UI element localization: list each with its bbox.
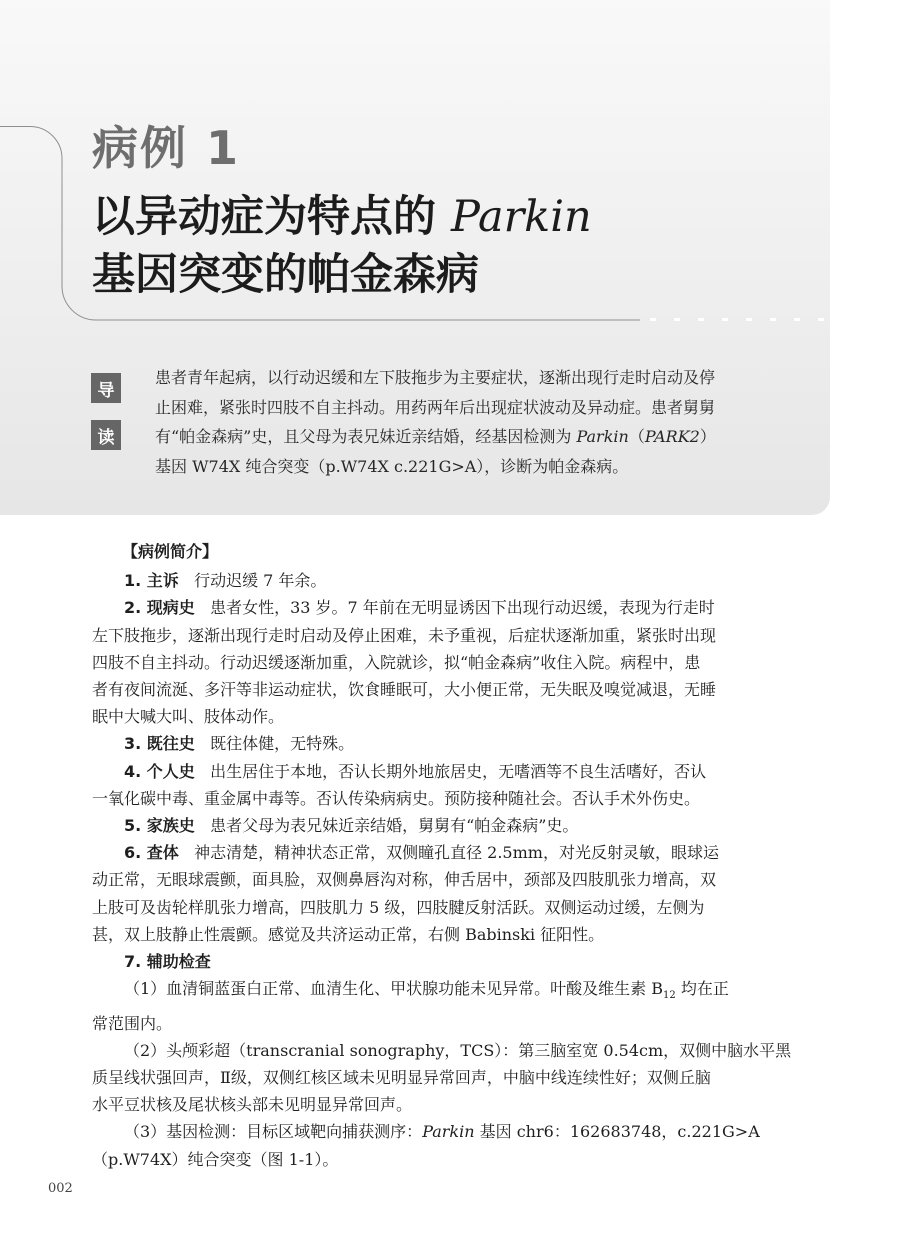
exam-item-3: （3）基因检测：目标区域靶向捕获测序：Parkin 基因 chr6：162683748，c.221G>A (124, 1122, 760, 1142)
guide-line: 有“帕金森病”史，且父母为表兄妹近亲结婚，经基因检测为 Parkin（PARK2） (155, 427, 716, 446)
paragraph-line: 一氧化碳中毒、重金属中毒等。否认传染病病史。预防接种随社会。否认手术外伤史。 (92, 788, 701, 808)
guide-tag-1: 导 (91, 373, 121, 403)
case-number: 病例 1 (92, 121, 241, 175)
case-body (92, 538, 792, 1173)
gene-name: PARK2 (644, 427, 700, 446)
paragraph-line: 上肢可及齿轮样肌张力增高，四肢肌力 5 级，四肢腱反射活跃。双侧运动过缓，左侧为 (92, 897, 705, 917)
auxiliary-exam: 7. 辅助检查 (124, 952, 211, 972)
page-title (92, 188, 592, 304)
guide-line: 基因 W74X 纯合突变（p.W74X c.221G>A），诊断为帕金森病。 (155, 456, 629, 476)
section-title: 【病例简介】 (122, 542, 219, 561)
paragraph-line: 质呈线状强回声，Ⅱ级，双侧红核区域未见明显异常回声，中脑中线连续性好；双侧丘脑 (92, 1068, 711, 1088)
paragraph-line: 甚，双上肢静止性震颤。感觉及共济运动正常，右侧 Babinski 征阳性。 (92, 924, 605, 944)
guide-tag-2: 读 (91, 420, 121, 450)
family-history: 5. 家族史 患者父母为表兄妹近亲结婚，舅舅有“帕金森病”史。 (124, 816, 579, 836)
title-line-1 (92, 188, 592, 246)
gene-name: Parkin (422, 1122, 475, 1142)
paragraph-line: 水平豆状核及尾状核头部未见明显异常回声。 (92, 1095, 413, 1115)
title-gene-name: Parkin (450, 192, 592, 242)
page-number: 002 (48, 1181, 73, 1196)
paragraph-line: 四肢不自主抖动。行动迟缓逐渐加重，入院就诊，拟“帕金森病”收住入院。病程中，患 (92, 652, 701, 672)
paragraph-line: （p.W74X）纯合突变（图 1-1）。 (92, 1149, 339, 1169)
personal-history: 4. 个人史 出生居住于本地，否认长期外地旅居史，无嗜酒等不良生活嗜好，否认 (124, 761, 707, 781)
title-prefix: 以异动症为特点的 (92, 192, 436, 242)
exam-item-2: （2）头颅彩超（transcranial sonography，TCS）：第三脑室宽 0.54cm，双侧中脑水平黑 (124, 1040, 792, 1060)
paragraph-line: 常范围内。 (92, 1013, 173, 1033)
physical-exam: 6. 查体 神志清楚，精神状态正常，双侧瞳孔直径 2.5mm，对光反射灵敏，眼球运 (124, 843, 719, 863)
chief-complaint: 1. 主诉 行动迟缓 7 年余。 (124, 571, 327, 591)
gene-name: Parkin (576, 427, 629, 446)
guide-line: 患者青年起病，以行动迟缓和左下肢拖步为主要症状，逐渐出现行走时启动及停 (155, 368, 716, 387)
guide-line: 止困难，紧张时四肢不自主抖动。用药两年后出现症状波动及异动症。患者舅舅 (155, 397, 716, 417)
title-line-2: 基因突变的帕金森病 (92, 250, 479, 300)
paragraph-line: 眠中大喊大叫、肢体动作。 (92, 707, 285, 727)
paragraph-line: 动正常，无眼球震颤，面具脸，双侧鼻唇沟对称，伸舌居中，颈部及四肢肌张力增高，双 (92, 870, 717, 890)
guide-summary (155, 363, 795, 481)
past-history: 3. 既往史 既往体健，无特殊。 (124, 734, 355, 754)
paragraph-line: 者有夜间流涎、多汗等非运动症状，饮食睡眠可，大小便正常，无失眠及嗅觉减退，无睡 (92, 680, 717, 700)
exam-item-1: （1）血清铜蓝蛋白正常、血清生化、甲状腺功能未见异常。叶酸及维生素 $B_{12}$ 均在正 (124, 979, 729, 1002)
present-illness: 2. 现病史 患者女性，33 岁。7 年前在无明显诱因下出现行动迟缓，表现为行走时 (124, 598, 715, 618)
paragraph-line: 左下肢拖步，逐渐出现行走时启动及停止困难，未予重视，后症状逐渐加重，紧张时出现 (92, 625, 717, 645)
